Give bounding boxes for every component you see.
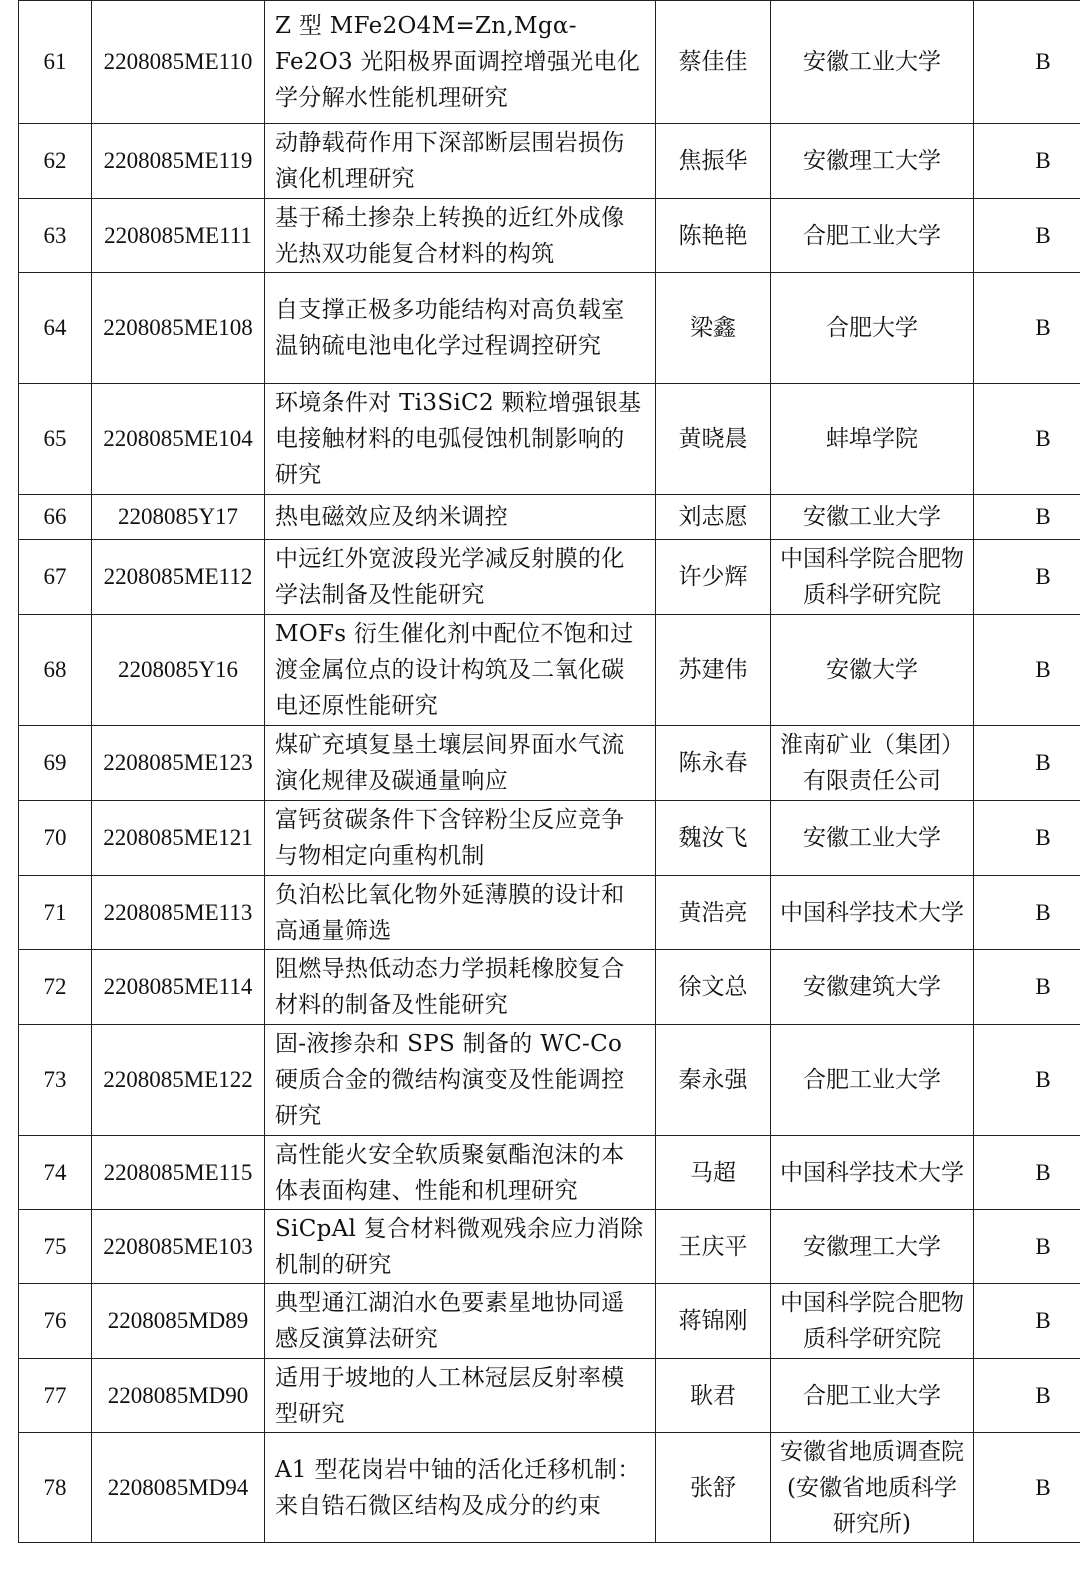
cell-project-code: 2208085Y17 — [92, 495, 265, 540]
cell-grade: B — [974, 1025, 1080, 1136]
cell-institution: 中国科学院合肥物质科学研究院 — [771, 1284, 974, 1359]
cell-row-number: 63 — [19, 199, 92, 273]
cell-institution: 安徽省地质调查院(安徽省地质科学研究所) — [771, 1433, 974, 1543]
cell-institution: 合肥工业大学 — [771, 199, 974, 273]
cell-grade: B — [974, 1136, 1080, 1210]
cell-grade: B — [974, 273, 1080, 384]
cell-grade: B — [974, 615, 1080, 726]
cell-row-number: 72 — [19, 950, 92, 1025]
table-row — [19, 726, 1080, 801]
cell-grade: B — [974, 950, 1080, 1025]
cell-project-code: 2208085ME114 — [92, 950, 265, 1025]
cell-institution: 合肥大学 — [771, 273, 974, 384]
cell-project-code: 2208085ME108 — [92, 273, 265, 384]
table-row — [19, 876, 1080, 950]
cell-principal-investigator: 魏汝飞 — [656, 801, 771, 876]
cell-row-number: 77 — [19, 1359, 92, 1433]
cell-grade: B — [974, 1433, 1080, 1543]
cell-project-code: 2208085ME122 — [92, 1025, 265, 1136]
cell-principal-investigator: 耿君 — [656, 1359, 771, 1433]
cell-project-code: 2208085ME111 — [92, 199, 265, 273]
cell-project-code: 2208085Y16 — [92, 615, 265, 726]
table-row — [19, 540, 1080, 615]
cell-institution: 中国科学院合肥物质科学研究院 — [771, 540, 974, 615]
cell-row-number: 62 — [19, 124, 92, 199]
cell-row-number: 69 — [19, 726, 92, 801]
cell-grade: B — [974, 876, 1080, 950]
project-table — [18, 0, 1080, 1543]
cell-principal-investigator: 秦永强 — [656, 1025, 771, 1136]
cell-grade: B — [974, 124, 1080, 199]
cell-project-title: 阻燃导热低动态力学损耗橡胶复合材料的制备及性能研究 — [265, 950, 656, 1025]
cell-project-title: 热电磁效应及纳米调控 — [265, 495, 656, 540]
cell-project-code: 2208085ME110 — [92, 1, 265, 124]
cell-project-code: 2208085ME112 — [92, 540, 265, 615]
table-row — [19, 1210, 1080, 1284]
cell-project-title: 环境条件对 Ti3SiC2 颗粒增强银基电接触材料的电弧侵蚀机制影响的研究 — [265, 384, 656, 495]
cell-principal-investigator: 黄浩亮 — [656, 876, 771, 950]
table-row — [19, 1136, 1080, 1210]
cell-project-title: 中远红外宽波段光学减反射膜的化学法制备及性能研究 — [265, 540, 656, 615]
cell-institution: 淮南矿业（集团）有限责任公司 — [771, 726, 974, 801]
cell-project-code: 2208085ME123 — [92, 726, 265, 801]
table-row — [19, 950, 1080, 1025]
cell-project-title: MOFs 衍生催化剂中配位不饱和过渡金属位点的设计构筑及二氧化碳电还原性能研究 — [265, 615, 656, 726]
cell-row-number: 75 — [19, 1210, 92, 1284]
cell-principal-investigator: 蒋锦刚 — [656, 1284, 771, 1359]
cell-institution: 安徽工业大学 — [771, 495, 974, 540]
cell-project-title: 负泊松比氧化物外延薄膜的设计和高通量筛选 — [265, 876, 656, 950]
cell-institution: 安徽理工大学 — [771, 1210, 974, 1284]
cell-grade: B — [974, 1284, 1080, 1359]
cell-project-title: 适用于坡地的人工林冠层反射率模型研究 — [265, 1359, 656, 1433]
cell-grade: B — [974, 726, 1080, 801]
cell-project-title: 富钙贫碳条件下含锌粉尘反应竞争与物相定向重构机制 — [265, 801, 656, 876]
cell-row-number: 67 — [19, 540, 92, 615]
cell-project-title: 煤矿充填复垦土壤层间界面水气流演化规律及碳通量响应 — [265, 726, 656, 801]
cell-project-title: 动静载荷作用下深部断层围岩损伤演化机理研究 — [265, 124, 656, 199]
cell-project-title: SiCpAl 复合材料微观残余应力消除机制的研究 — [265, 1210, 656, 1284]
cell-grade: B — [974, 495, 1080, 540]
cell-project-code: 2208085MD90 — [92, 1359, 265, 1433]
cell-institution: 安徽大学 — [771, 615, 974, 726]
cell-row-number: 71 — [19, 876, 92, 950]
cell-institution: 中国科学技术大学 — [771, 1136, 974, 1210]
cell-row-number: 70 — [19, 801, 92, 876]
cell-project-code: 2208085ME113 — [92, 876, 265, 950]
cell-row-number: 78 — [19, 1433, 92, 1543]
table-row — [19, 199, 1080, 273]
cell-institution: 安徽工业大学 — [771, 801, 974, 876]
cell-principal-investigator: 黄晓晨 — [656, 384, 771, 495]
cell-row-number: 68 — [19, 615, 92, 726]
cell-institution: 合肥工业大学 — [771, 1359, 974, 1433]
cell-grade: B — [974, 1, 1080, 124]
cell-institution: 中国科学技术大学 — [771, 876, 974, 950]
cell-project-code: 2208085MD94 — [92, 1433, 265, 1543]
cell-principal-investigator: 张舒 — [656, 1433, 771, 1543]
cell-principal-investigator: 苏建伟 — [656, 615, 771, 726]
cell-principal-investigator: 蔡佳佳 — [656, 1, 771, 124]
cell-principal-investigator: 马超 — [656, 1136, 771, 1210]
cell-project-title: A1 型花岗岩中铀的活化迁移机制：来自锆石微区结构及成分的约束 — [265, 1433, 656, 1543]
cell-institution: 安徽工业大学 — [771, 1, 974, 124]
table-row — [19, 801, 1080, 876]
cell-project-code: 2208085ME103 — [92, 1210, 265, 1284]
cell-project-code: 2208085ME121 — [92, 801, 265, 876]
cell-row-number: 61 — [19, 1, 92, 124]
table-row — [19, 1433, 1080, 1543]
cell-project-code: 2208085MD89 — [92, 1284, 265, 1359]
cell-project-code: 2208085ME115 — [92, 1136, 265, 1210]
cell-principal-investigator: 梁鑫 — [656, 273, 771, 384]
cell-project-title: 高性能火安全软质聚氨酯泡沫的本体表面构建、性能和机理研究 — [265, 1136, 656, 1210]
cell-institution: 合肥工业大学 — [771, 1025, 974, 1136]
cell-row-number: 66 — [19, 495, 92, 540]
cell-project-code: 2208085ME119 — [92, 124, 265, 199]
cell-principal-investigator: 许少辉 — [656, 540, 771, 615]
cell-project-title: 自支撑正极多功能结构对高负载室温钠硫电池电化学过程调控研究 — [265, 273, 656, 384]
table-row — [19, 1025, 1080, 1136]
project-table-container — [18, 0, 1076, 1543]
cell-row-number: 74 — [19, 1136, 92, 1210]
table-row — [19, 384, 1080, 495]
cell-institution: 安徽建筑大学 — [771, 950, 974, 1025]
cell-principal-investigator: 焦振华 — [656, 124, 771, 199]
cell-institution: 蚌埠学院 — [771, 384, 974, 495]
cell-principal-investigator: 陈永春 — [656, 726, 771, 801]
table-row — [19, 615, 1080, 726]
table-row — [19, 1284, 1080, 1359]
cell-grade: B — [974, 540, 1080, 615]
cell-grade: B — [974, 384, 1080, 495]
cell-grade: B — [974, 1359, 1080, 1433]
cell-row-number: 64 — [19, 273, 92, 384]
cell-project-title: Z 型 MFe2O4M=Zn,Mgα-Fe2O3 光阳极界面调控增强光电化学分解水性能机理研究 — [265, 1, 656, 124]
cell-principal-investigator: 王庆平 — [656, 1210, 771, 1284]
cell-principal-investigator: 陈艳艳 — [656, 199, 771, 273]
cell-institution: 安徽理工大学 — [771, 124, 974, 199]
cell-project-code: 2208085ME104 — [92, 384, 265, 495]
table-row — [19, 1, 1080, 124]
cell-row-number: 73 — [19, 1025, 92, 1136]
table-row — [19, 1359, 1080, 1433]
project-table-body — [19, 1, 1080, 1543]
cell-project-title: 基于稀土掺杂上转换的近红外成像光热双功能复合材料的构筑 — [265, 199, 656, 273]
cell-principal-investigator: 徐文总 — [656, 950, 771, 1025]
table-row — [19, 495, 1080, 540]
cell-row-number: 76 — [19, 1284, 92, 1359]
table-row — [19, 124, 1080, 199]
cell-grade: B — [974, 801, 1080, 876]
cell-project-title: 典型通江湖泊水色要素星地协同遥感反演算法研究 — [265, 1284, 656, 1359]
cell-grade: B — [974, 199, 1080, 273]
cell-project-title: 固-液掺杂和 SPS 制备的 WC-Co 硬质合金的微结构演变及性能调控研究 — [265, 1025, 656, 1136]
cell-grade: B — [974, 1210, 1080, 1284]
table-row — [19, 273, 1080, 384]
cell-principal-investigator: 刘志愿 — [656, 495, 771, 540]
cell-row-number: 65 — [19, 384, 92, 495]
